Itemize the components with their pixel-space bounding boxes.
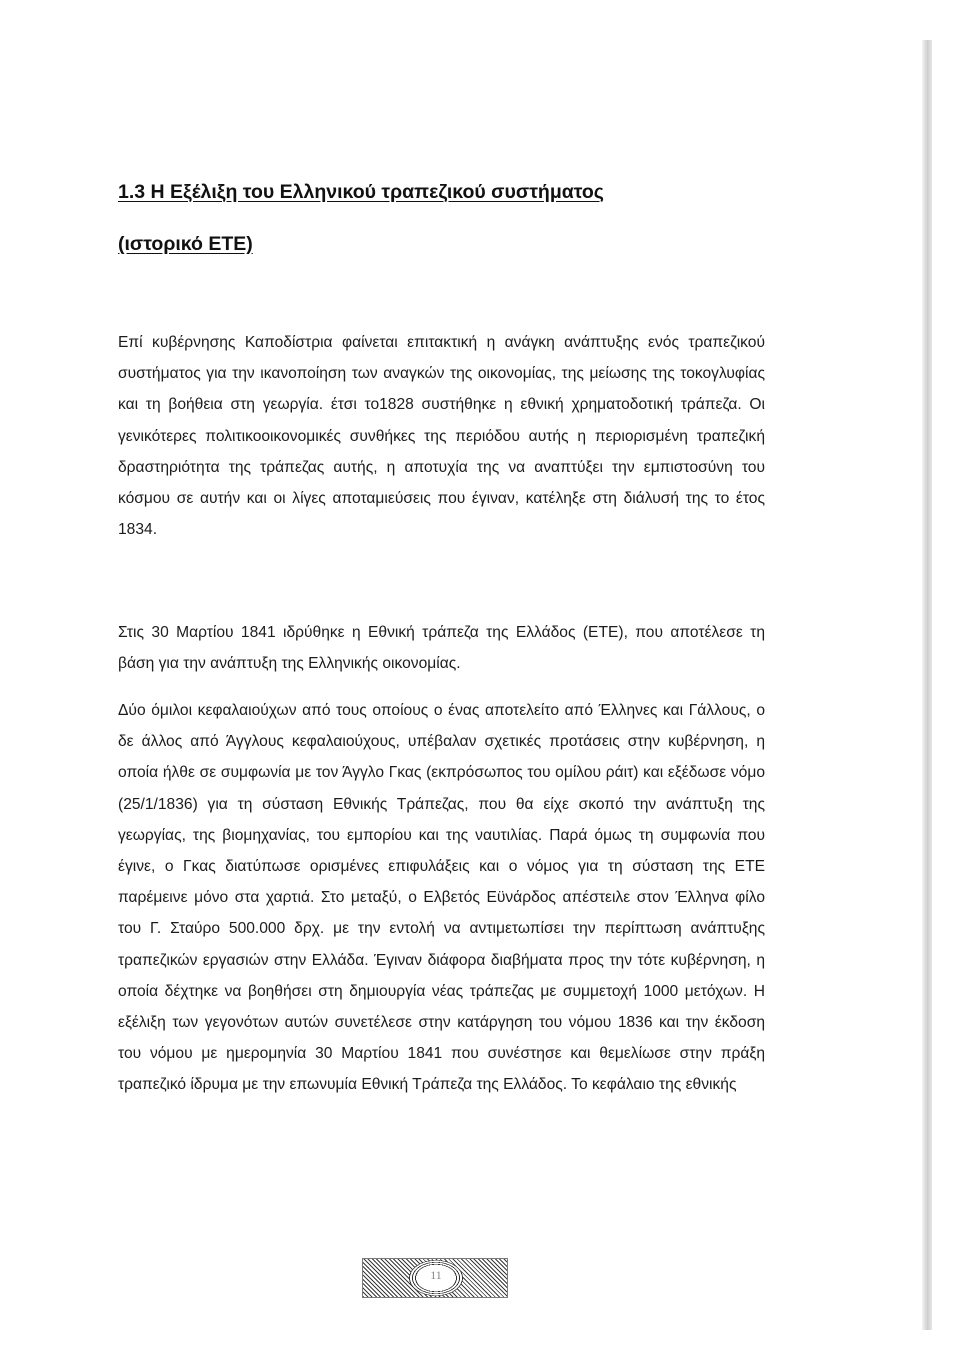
page-number-ornament: [362, 1258, 508, 1298]
section-heading: 1.3 Η Εξέλιξη του Ελληνικού τραπεζικού συστήματος: [118, 181, 604, 203]
page-number: 11: [430, 1268, 442, 1282]
paragraph-kapodistrias: Επί κυβέρνησης Καποδίστρια φαίνεται επιτακτική η ανάγκη ανάπτυξης ενός τραπεζικού συστήματος για την ικανοποίηση των αναγκών της οικονομίας, της μείωσης της τοκογλυφίας και τη βοήθεια στη γεωργία. έτσι το1828 συστήθηκε η εθνική χρηματοδοτική τράπεζα. Οι γενικότερες πολιτικοοικονομικές συνθήκες της περιόδου αυτής η περιορισμένη τραπεζική δραστηριότητα της τράπεζας αυτής, η αποτυχία της να αναπτύξει την εμπιστοσύνη του κόσμου σε αυτήν και οι λίγες αποταμιεύσεις που έγιναν, κατέληξε στη διάλυσή της το έτος 1834.: [118, 334, 765, 539]
scan-page-edge: [922, 40, 932, 1330]
paragraph-ete-founding: Στις 30 Μαρτίου 1841 ιδρύθηκε η Εθνική τράπεζα της Ελλάδος (ΕΤΕ), που αποτέλεσε τη βάση για την ανάπτυξη της Ελληνικής οικονομίας.: [118, 624, 765, 673]
section-subheading: (ιστορικό ΕΤΕ): [118, 233, 253, 255]
paragraph-capitalists-groups: Δύο όμιλοι κεφαλαιούχων από τους οποίους ο ένας αποτελείτο από Έλληνες και Γάλλους, ο δε άλλος από Άγγλους κεφαλαιούχους, υπέβαλαν σχετικές προτάσεις στην κυβέρνηση, η οποία ήλθε σε συμφωνία με τον Άγγλο Γκας (εκπρόσωπος του ομίλου ράιτ) και εξέδωσε νόμο (25/1/1836) για τη σύσταση Εθνικής Τράπεζας, που θα είχε σκοπό την ανάπτυξη της γεωργίας, της βιομηχανίας, του εμπορίου και της ναυτιλίας. Παρά όμως τη συμφωνία που έγινε, ο Γκας διατύπωσε ορισμένες επιφυλάξεις και ο νόμος για τη σύσταση της ΕΤΕ παρέμεινε μόνο στα χαρτιά. Στο μεταξύ, ο Ελβετός Εϋνάρδος απέστειλε στον Έλληνα φίλο του Γ. Σταύρο 500.000 δρχ. με την εντολή να αντιμετωπίσει την περίπτωση ανάπτυξης τραπεζικών εργασιών στην Ελλάδα. Έγιναν διάφορα διαβήματα προς την τότε κυβέρνηση, η οποία δέχτηκε να βοηθήσει στη δημιουργία νέας τράπεζας με συμμετοχή 1000 μετόχων. Η εξέλιξη των γεγονότων αυτών συνετέλεσε στην κατάργηση του νόμου 1836 και την έκδοση του νόμου με ημερομηνία 30 Μαρτίου 1841 που συνέστησε και θεμελίωσε στην πράξη τραπεζικό ίδρυμα με την επωνυμία Εθνική Τράπεζα της Ελλάδος. Το κεφάλαιο της εθνικής: [118, 702, 765, 1094]
